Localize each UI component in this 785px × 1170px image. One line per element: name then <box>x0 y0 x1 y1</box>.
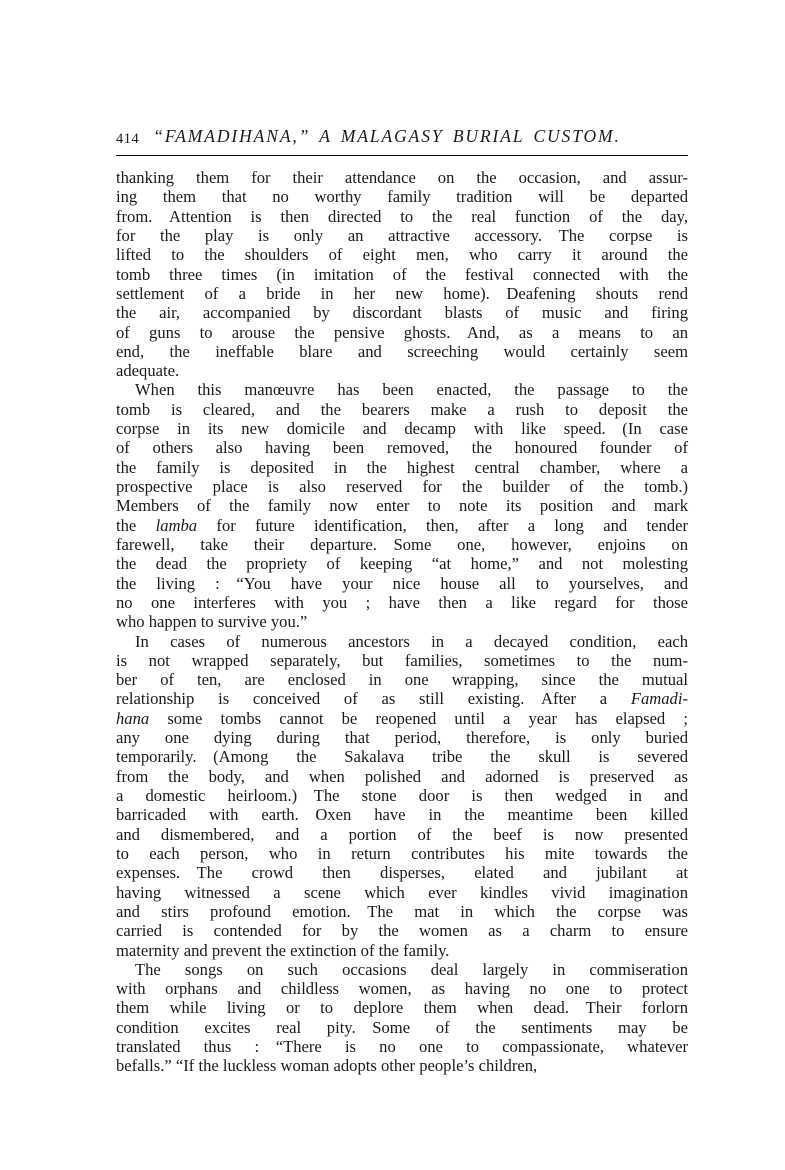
line-content: farewell, take their departure. Some one, however, enjoins on <box>116 534 688 554</box>
line-content: the dead the propriety of keeping “at home,” and not molesting <box>116 554 688 574</box>
text-line <box>116 245 688 264</box>
line-content: and dismembered, and a portion of the beef is now presented <box>116 824 688 844</box>
line-content: no one interferes with you ; have then a like regard for those <box>116 592 688 612</box>
line-content: befalls.” “If the luckless woman adopts other people’s children, <box>116 1056 538 1076</box>
text-line <box>116 342 688 361</box>
text-line <box>116 265 688 284</box>
text-line <box>116 554 688 573</box>
text-line <box>116 786 688 805</box>
text-line <box>116 883 688 902</box>
text-line <box>116 651 688 670</box>
line-content: thanking them for their attendance on the occasion, and assur- <box>116 168 688 187</box>
line-content: the lamba for future identification, then, after a long and tender <box>116 515 689 535</box>
line-content: hana some tombs cannot be reopened until a year has elapsed ; <box>116 708 688 728</box>
text-line <box>116 226 688 245</box>
line-content: translated thus : “There is no one to compassionate, whatever <box>116 1037 688 1057</box>
text-line <box>116 689 688 708</box>
text-line <box>116 207 688 226</box>
line-content: the family is deposited in the highest central chamber, where a <box>116 457 688 477</box>
line-content: temporarily. (Among the Sakalava tribe the skull is severed <box>116 747 688 767</box>
line-content: from the body, and when polished and adorned is preserved as <box>116 766 688 786</box>
text-line <box>116 998 688 1017</box>
text-line <box>116 1037 688 1056</box>
text-line <box>116 863 688 882</box>
line-content: to each person, who in return contributes his mite towards the <box>116 843 688 863</box>
line-content: from. Attention is then directed to the real function of the day, <box>116 206 688 226</box>
line-content: tomb three times (in imitation of the festival connected with the <box>116 264 688 284</box>
line-content: of guns to arouse the pensive ghosts. And, as a means to an <box>116 322 688 342</box>
line-content: who happen to survive you.” <box>116 612 308 632</box>
line-content: condition excites real pity. Some of the sentiments may be <box>116 1017 688 1037</box>
text-line <box>116 709 688 728</box>
body-text <box>116 168 688 1076</box>
line-content: of others also having been removed, the honoured founder of <box>116 438 688 458</box>
line-content: with orphans and childless women, as having no one to protect <box>116 979 688 999</box>
text-line <box>116 921 688 940</box>
text-line <box>116 979 688 998</box>
text-line <box>116 747 688 766</box>
text-line <box>116 767 688 786</box>
running-head <box>116 126 688 150</box>
text-line <box>116 516 688 535</box>
text-line <box>116 1056 688 1075</box>
running-head-title: “FAMADIHANA,” A MALAGASY BURIAL CUSTOM. <box>153 126 621 146</box>
line-content: is not wrapped separately, but families, sometimes to the num- <box>116 650 688 670</box>
line-content: the air, accompanied by discordant blasts of music and firing <box>116 303 688 323</box>
text-line <box>116 902 688 921</box>
line-content: the living : “You have your nice house all to yourselves, and <box>116 573 688 593</box>
line-content: carried is contended for by the women as a charm to ensure <box>116 921 688 941</box>
line-content: settlement of a bride in her new home). Deafening shouts rend <box>116 283 688 303</box>
text-line <box>116 303 688 322</box>
line-content: ing them that no worthy family tradition will be departed <box>116 187 688 207</box>
text-line <box>116 400 688 419</box>
line-content: them while living or to deplore them when dead. Their forlorn <box>116 998 688 1018</box>
text-line <box>116 438 688 457</box>
line-content: When this manœuvre has been enacted, the passage to the <box>135 380 688 400</box>
text-line <box>116 941 688 960</box>
text-line <box>116 805 688 824</box>
line-content: end, the ineffable blare and screeching would certainly seem <box>116 341 688 361</box>
text-line <box>116 361 688 380</box>
text-line <box>116 612 688 631</box>
line-content: The songs on such occasions deal largely in commiseration <box>135 959 688 979</box>
line-content: maternity and prevent the extinction of the family. <box>116 940 450 960</box>
line-content: barricaded with earth. Oxen have in the meantime been killed <box>116 805 688 825</box>
line-content: prospective place is also reserved for the builder of the tomb.) <box>116 477 688 496</box>
text-line <box>116 284 688 303</box>
text-line <box>116 496 688 515</box>
text-line <box>116 380 688 399</box>
line-content: relationship is conceived of as still existing. After a Famadi- <box>116 689 688 709</box>
text-line <box>116 960 688 979</box>
line-content: Members of the family now enter to note its position and mark <box>116 496 688 516</box>
line-content: In cases of numerous ancestors in a decayed condition, each <box>135 631 688 651</box>
text-line <box>116 419 688 438</box>
paragraph <box>116 168 688 380</box>
line-content: and stirs profound emotion. The mat in which the corpse was <box>116 901 688 921</box>
line-content: having witnessed a scene which ever kindles vivid imagination <box>116 882 688 902</box>
text-line <box>116 632 688 651</box>
paragraph <box>116 960 688 1076</box>
folio-number: 414 <box>116 131 140 147</box>
text-line <box>116 477 688 496</box>
text-line <box>116 670 688 689</box>
line-content: adequate. <box>116 361 180 381</box>
line-content: any one dying during that period, therefore, is only buried <box>116 728 688 748</box>
text-line <box>116 593 688 612</box>
line-content: a domestic heirloom.) The stone door is then wedged in and <box>116 786 688 805</box>
text-line <box>116 458 688 477</box>
line-content: for the play is only an attractive accessory. The corpse is <box>116 225 688 245</box>
text-line <box>116 168 688 187</box>
text-line <box>116 844 688 863</box>
text-line <box>116 728 688 747</box>
line-content: tomb is cleared, and the bearers make a rush to deposit the <box>116 399 688 419</box>
line-content: expenses. The crowd then disperses, elated and jubilant at <box>116 863 688 883</box>
text-line <box>116 535 688 554</box>
text-line <box>116 323 688 342</box>
header-rule <box>116 155 688 156</box>
paragraph <box>116 380 688 631</box>
line-content: lifted to the shoulders of eight men, who carry it around the <box>116 245 688 265</box>
text-line <box>116 1018 688 1037</box>
text-line <box>116 574 688 593</box>
line-content: corpse in its new domicile and decamp with like speed. (In case <box>116 419 688 439</box>
paragraph <box>116 632 688 960</box>
text-line <box>116 187 688 206</box>
text-line <box>116 825 688 844</box>
line-content: ber of ten, are enclosed in one wrapping, since the mutual <box>116 670 688 690</box>
